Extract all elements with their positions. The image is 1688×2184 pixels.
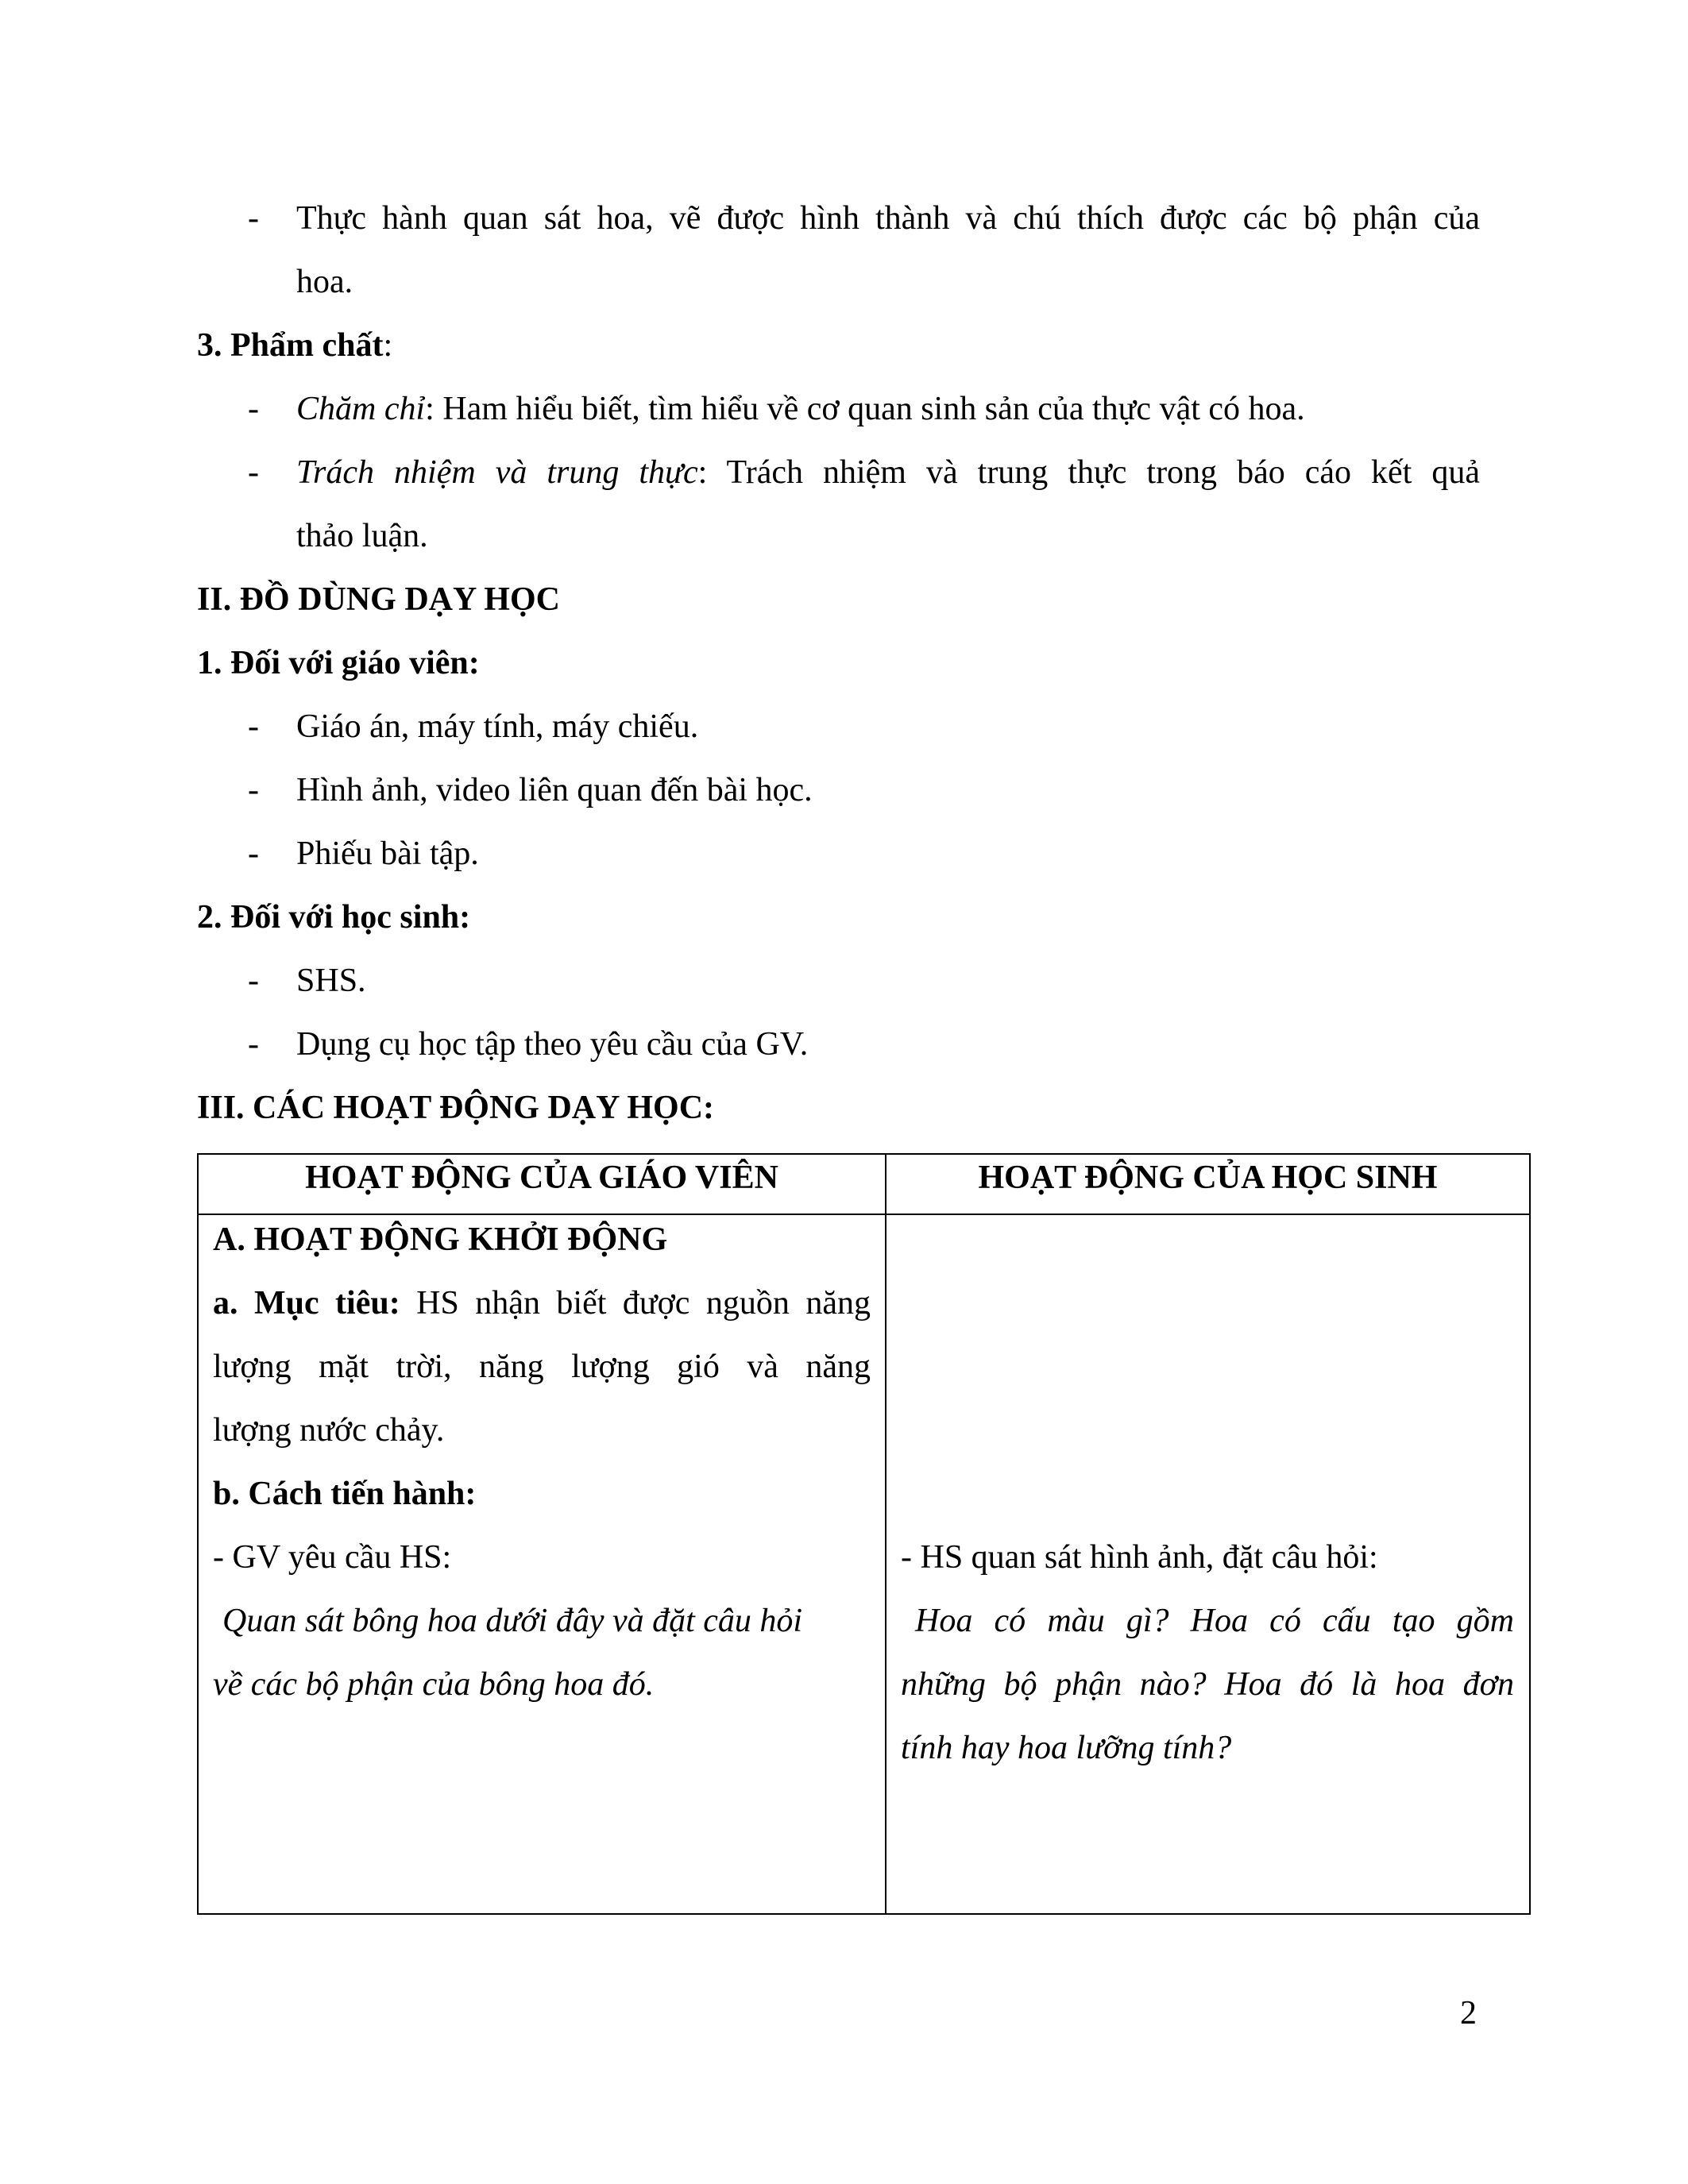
quality-label: Trách nhiệm và trung thực [296, 454, 698, 491]
bullet-dash: - [248, 835, 259, 872]
objective-line1 [213, 1287, 871, 1320]
student-questions-line3: tính hay hoa lưỡng tính? [901, 1730, 1232, 1766]
objective-bullet-line2: hoa. [296, 264, 353, 300]
table-header-teacher: HOẠT ĐỘNG CỦA GIÁO VIÊN [305, 1160, 778, 1196]
objective-label: a. Mục tiêu: [213, 1285, 400, 1322]
objective-bullet-line1: Thực hành quan sát hoa, vẽ được hình thành và chú thích được các bộ phận của [296, 200, 1480, 237]
page-number: 2 [1460, 1995, 1477, 2032]
activities-table [197, 1153, 1531, 1915]
teacher-material-item: Phiếu bài tập. [296, 835, 479, 872]
quality-item-diligence [296, 392, 1305, 426]
student-questions-line2: những bộ phận nào? Hoa đó là hoa đơn [901, 1666, 1514, 1703]
teacher-task-line2: về các bộ phận của bông hoa đó. [213, 1666, 655, 1703]
objective-text: HS nhận biết được nguồn năng [416, 1285, 871, 1322]
objective-line3: lượng nước chảy. [213, 1412, 445, 1449]
teacher-task-line1: Quan sát bông hoa dưới đây và đặt câu hỏi [222, 1603, 803, 1639]
student-materials-heading: 2. Đối với học sinh: [197, 899, 471, 936]
teacher-materials-heading: 1. Đối với giáo viên: [197, 645, 480, 681]
objective-line2: lượng mặt trời, năng lượng gió và năng [213, 1349, 871, 1385]
table-header-divider [197, 1214, 1531, 1215]
teacher-material-item: Giáo án, máy tính, máy chiếu. [296, 708, 699, 745]
bullet-dash: - [248, 200, 259, 237]
quality-label: Chăm chỉ [296, 391, 426, 427]
student-questions-line1: Hoa có màu gì? Hoa có cấu tạo gồm [915, 1603, 1514, 1639]
quality-text: : Trách nhiệm và trung thực trong báo cáo kết quả [697, 454, 1480, 491]
table-header-student: HOẠT ĐỘNG CỦA HỌC SINH [978, 1160, 1438, 1196]
bullet-dash: - [248, 708, 259, 745]
section-II-heading: II. ĐỒ DÙNG DẠY HỌC [197, 581, 560, 618]
section-3-heading-colon: : [383, 327, 393, 364]
student-action: - HS quan sát hình ảnh, đặt câu hỏi: [901, 1539, 1378, 1576]
quality-text: : Ham hiểu biết, tìm hiểu về cơ quan sinh sản của thực vật có hoa. [425, 391, 1305, 427]
section-3-heading [197, 329, 392, 362]
bullet-dash: - [248, 963, 259, 999]
quality-item-responsibility [296, 456, 1480, 489]
bullet-dash: - [248, 772, 259, 808]
student-material-item: SHS. [296, 963, 366, 999]
teacher-request: - GV yêu cầu HS: [213, 1539, 452, 1576]
activity-title: A. HOẠT ĐỘNG KHỞI ĐỘNG [213, 1221, 668, 1258]
teacher-material-item: Hình ảnh, video liên quan đến bài học. [296, 772, 813, 808]
section-III-heading: III. CÁC HOẠT ĐỘNG DẠY HỌC: [197, 1090, 715, 1126]
student-material-item: Dụng cụ học tập theo yêu cầu của GV. [296, 1026, 809, 1063]
bullet-dash: - [248, 454, 259, 491]
procedure-label: b. Cách tiến hành: [213, 1476, 477, 1512]
section-3-heading-text: 3. Phẩm chất [197, 327, 384, 364]
bullet-dash: - [248, 1026, 259, 1063]
quality-item-responsibility-continuation: thảo luận. [296, 518, 428, 554]
table-column-divider [885, 1153, 886, 1915]
bullet-dash: - [248, 391, 259, 427]
